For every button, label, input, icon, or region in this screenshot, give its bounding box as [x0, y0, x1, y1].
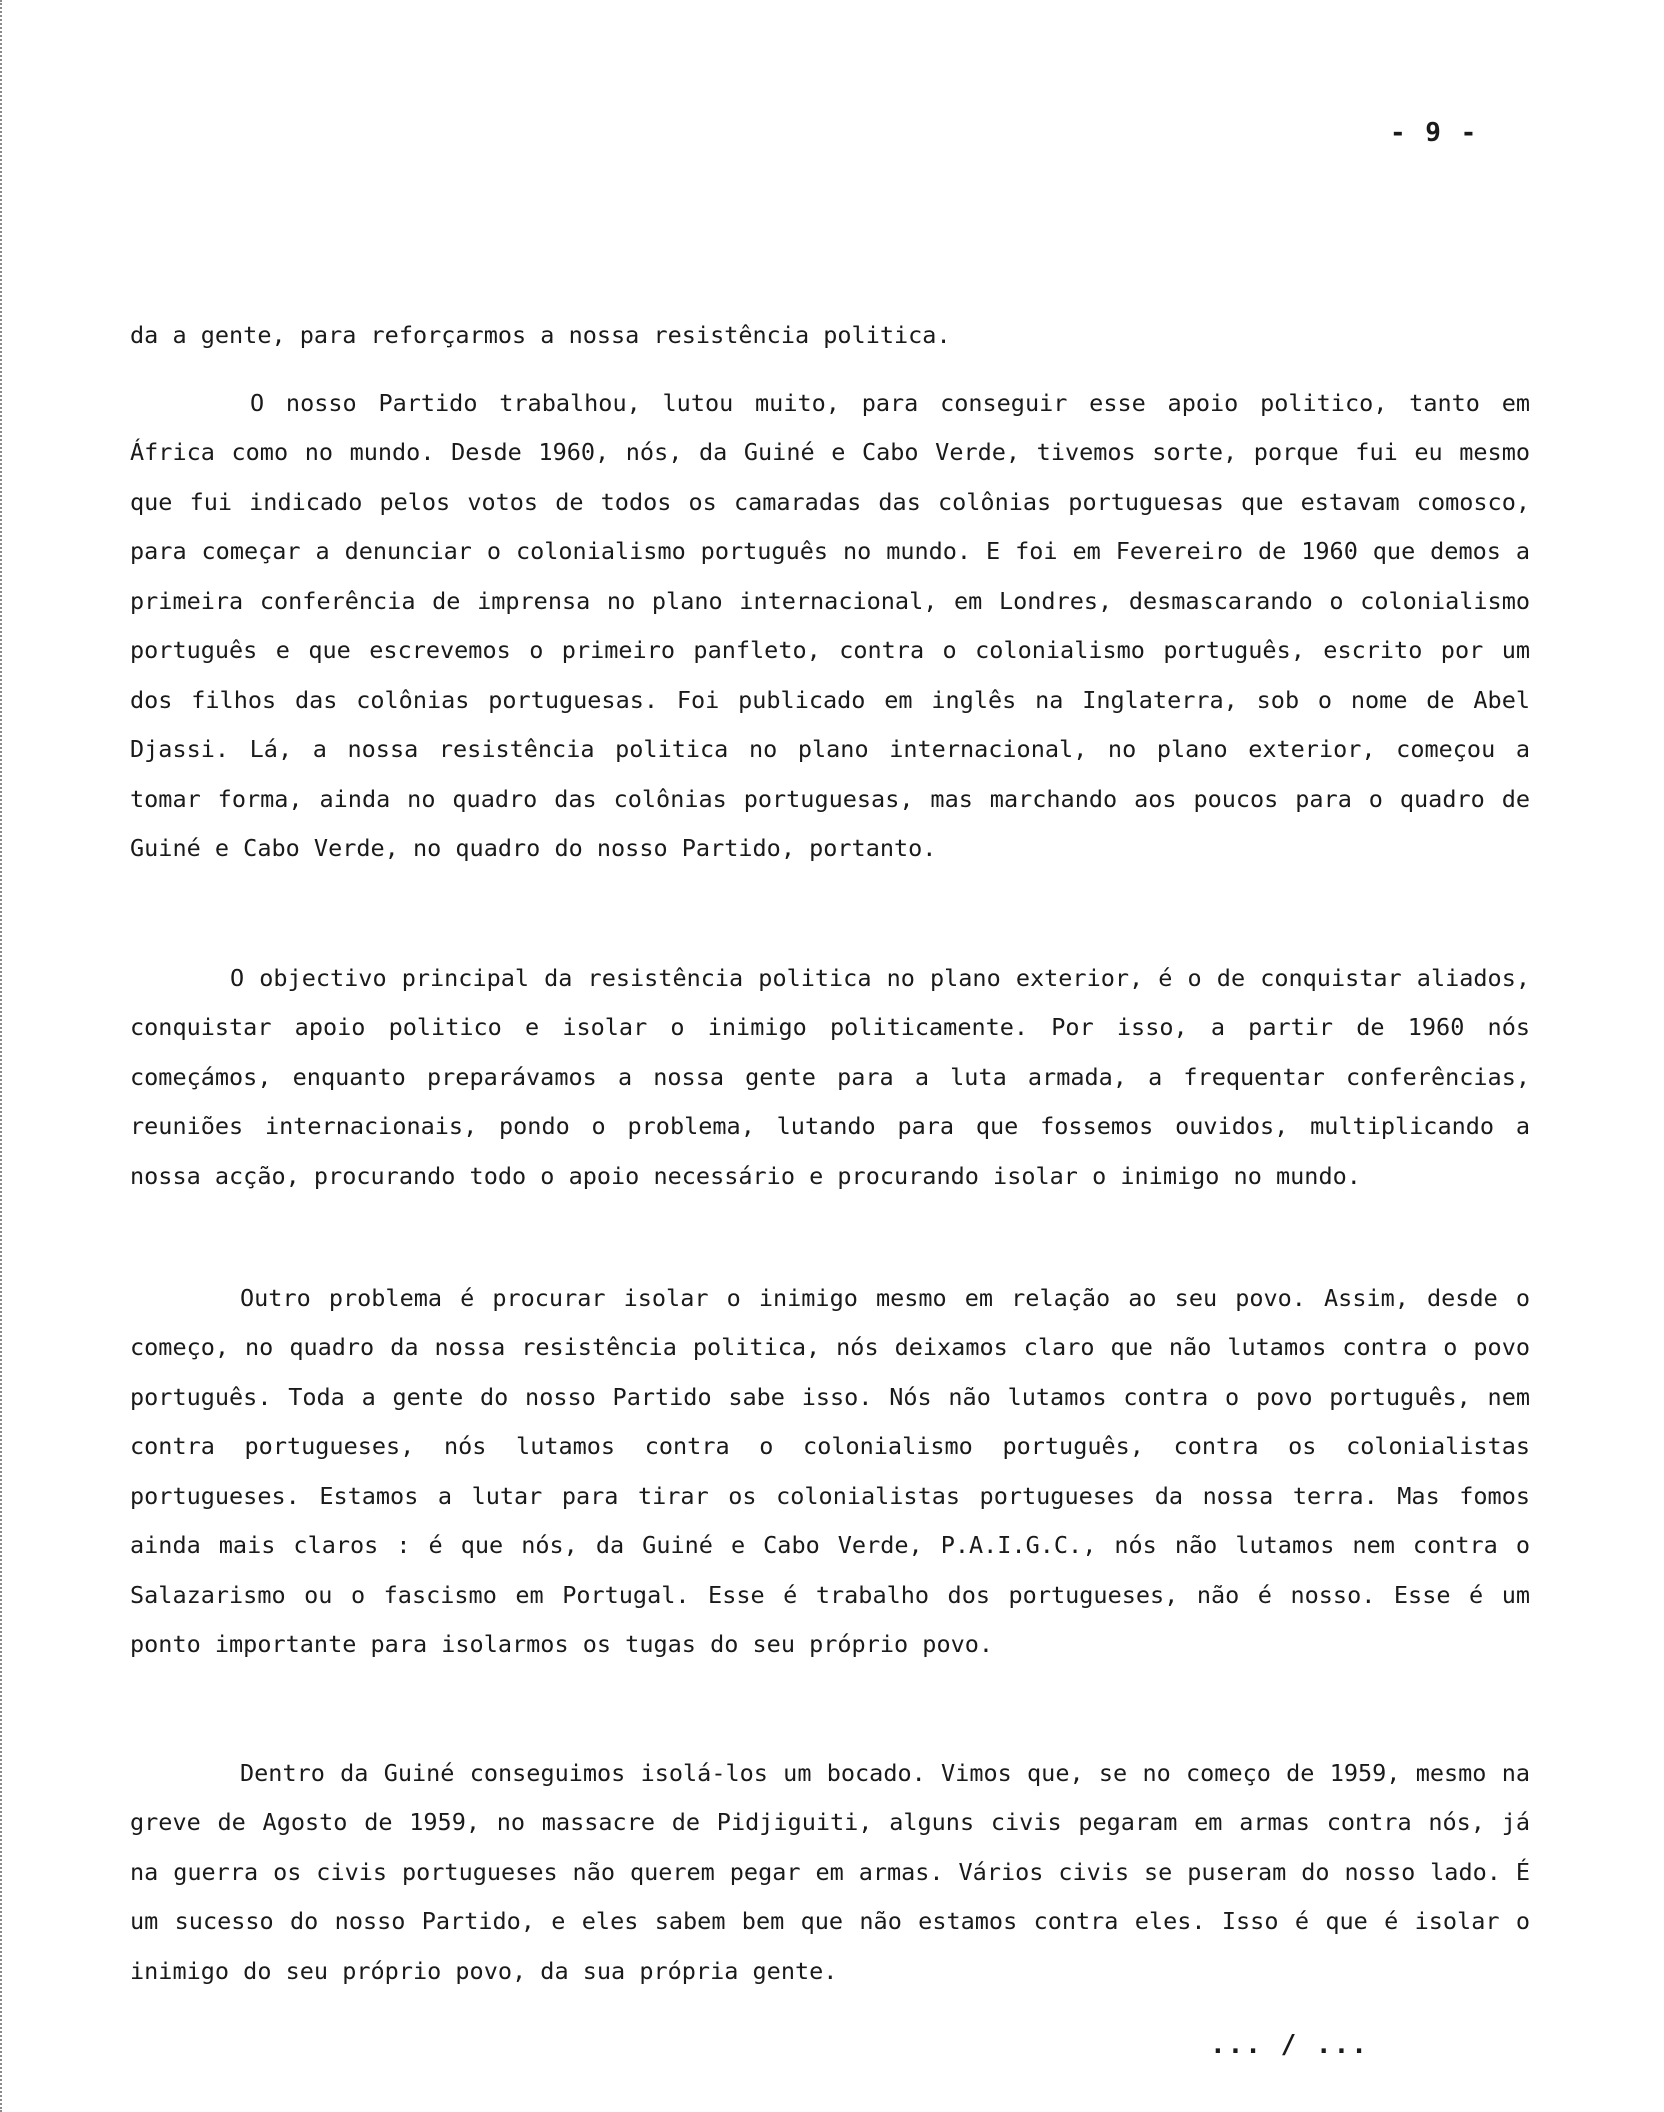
- paragraph-3: O objectivo principal da resistência politica no plano exterior, é o de conquistar aliados, conquistar apoio politico e isolar o inimigo politicamente. Por isso, a partir de 1960 nós começámos, enquanto preparávamos a nossa gente para a luta armada, a frequentar conferências, reuniões internacionais, pondo o problema, lutando para que fossemos ouvidos, multiplicando a nossa acção, procurando todo o apoio necessário e procurando isolar o inimigo no mundo.: [130, 963, 1530, 1190]
- paragraph-2: O nosso Partido trabalhou, lutou muito, para conseguir esse apoio politico, tanto em África como no mundo. Desde 1960, nós, da Guiné e Cabo Verde, tivemos sorte, porque fui eu mesmo que fui indicado pelos votos de todos os camaradas das colônias portuguesas que estavam comosco, para começar a denunciar o colonialismo português no mundo. E foi em Fevereiro de 1960 que demos a primeira conferência de imprensa no plano internacional, em Londres, desmascarando o colonialismo português e que escrevemos o primeiro panfleto, contra o colonialismo português, escrito por um dos filhos das colônias portuguesas. Foi publicado em inglês na Inglaterra, sob o nome de Abel Djassi. Lá, a nossa resistência politica no plano internacional, no plano exterior, começou a tomar forma, ainda no quadro das colônias portuguesas, mas marchando aos poucos para o quadro de Guiné e Cabo Verde, no quadro do nosso Partido, portanto.: [130, 388, 1530, 862]
- paragraph-1: da a gente, para reforçarmos a nossa resistência politica.: [130, 320, 951, 349]
- page-number: - 9 -: [1390, 118, 1479, 148]
- continuation-mark: ... / ...: [1210, 2030, 1369, 2060]
- page-left-edge: [0, 0, 5, 2112]
- paragraph-4: Outro problema é procurar isolar o inimigo mesmo em relação ao seu povo. Assim, desde o começo, no quadro da nossa resistência politica, nós deixamos claro que não lutamos contra o povo português. Toda a gente do nosso Partido sabe isso. Nós não lutamos contra o povo português, nem contra portugueses, nós lutamos contra o colonialismo português, contra os colonialistas portugueses. Estamos a lutar para tirar os colonialistas portugueses da nossa terra. Mas fomos ainda mais claros : é que nós, da Guiné e Cabo Verde, P.A.I.G.C., nós não lutamos nem contra o Salazarismo ou o fascismo em Portugal. Esse é trabalho dos portugueses, não é nosso. Esse é um ponto importante para isolarmos os tugas do seu próprio povo.: [130, 1283, 1530, 1658]
- paragraph-5: Dentro da Guiné conseguimos isolá-los um bocado. Vimos que, se no começo de 1959, mesmo na greve de Agosto de 1959, no massacre de Pidjiguiti, alguns civis pegaram em armas contra nós, já na guerra os civis portugueses não querem pegar em armas. Vários civis se puseram do nosso lado. É um sucesso do nosso Partido, e eles sabem bem que não estamos contra eles. Isso é que é isolar o inimigo do seu próprio povo, da sua própria gente.: [130, 1758, 1530, 1985]
